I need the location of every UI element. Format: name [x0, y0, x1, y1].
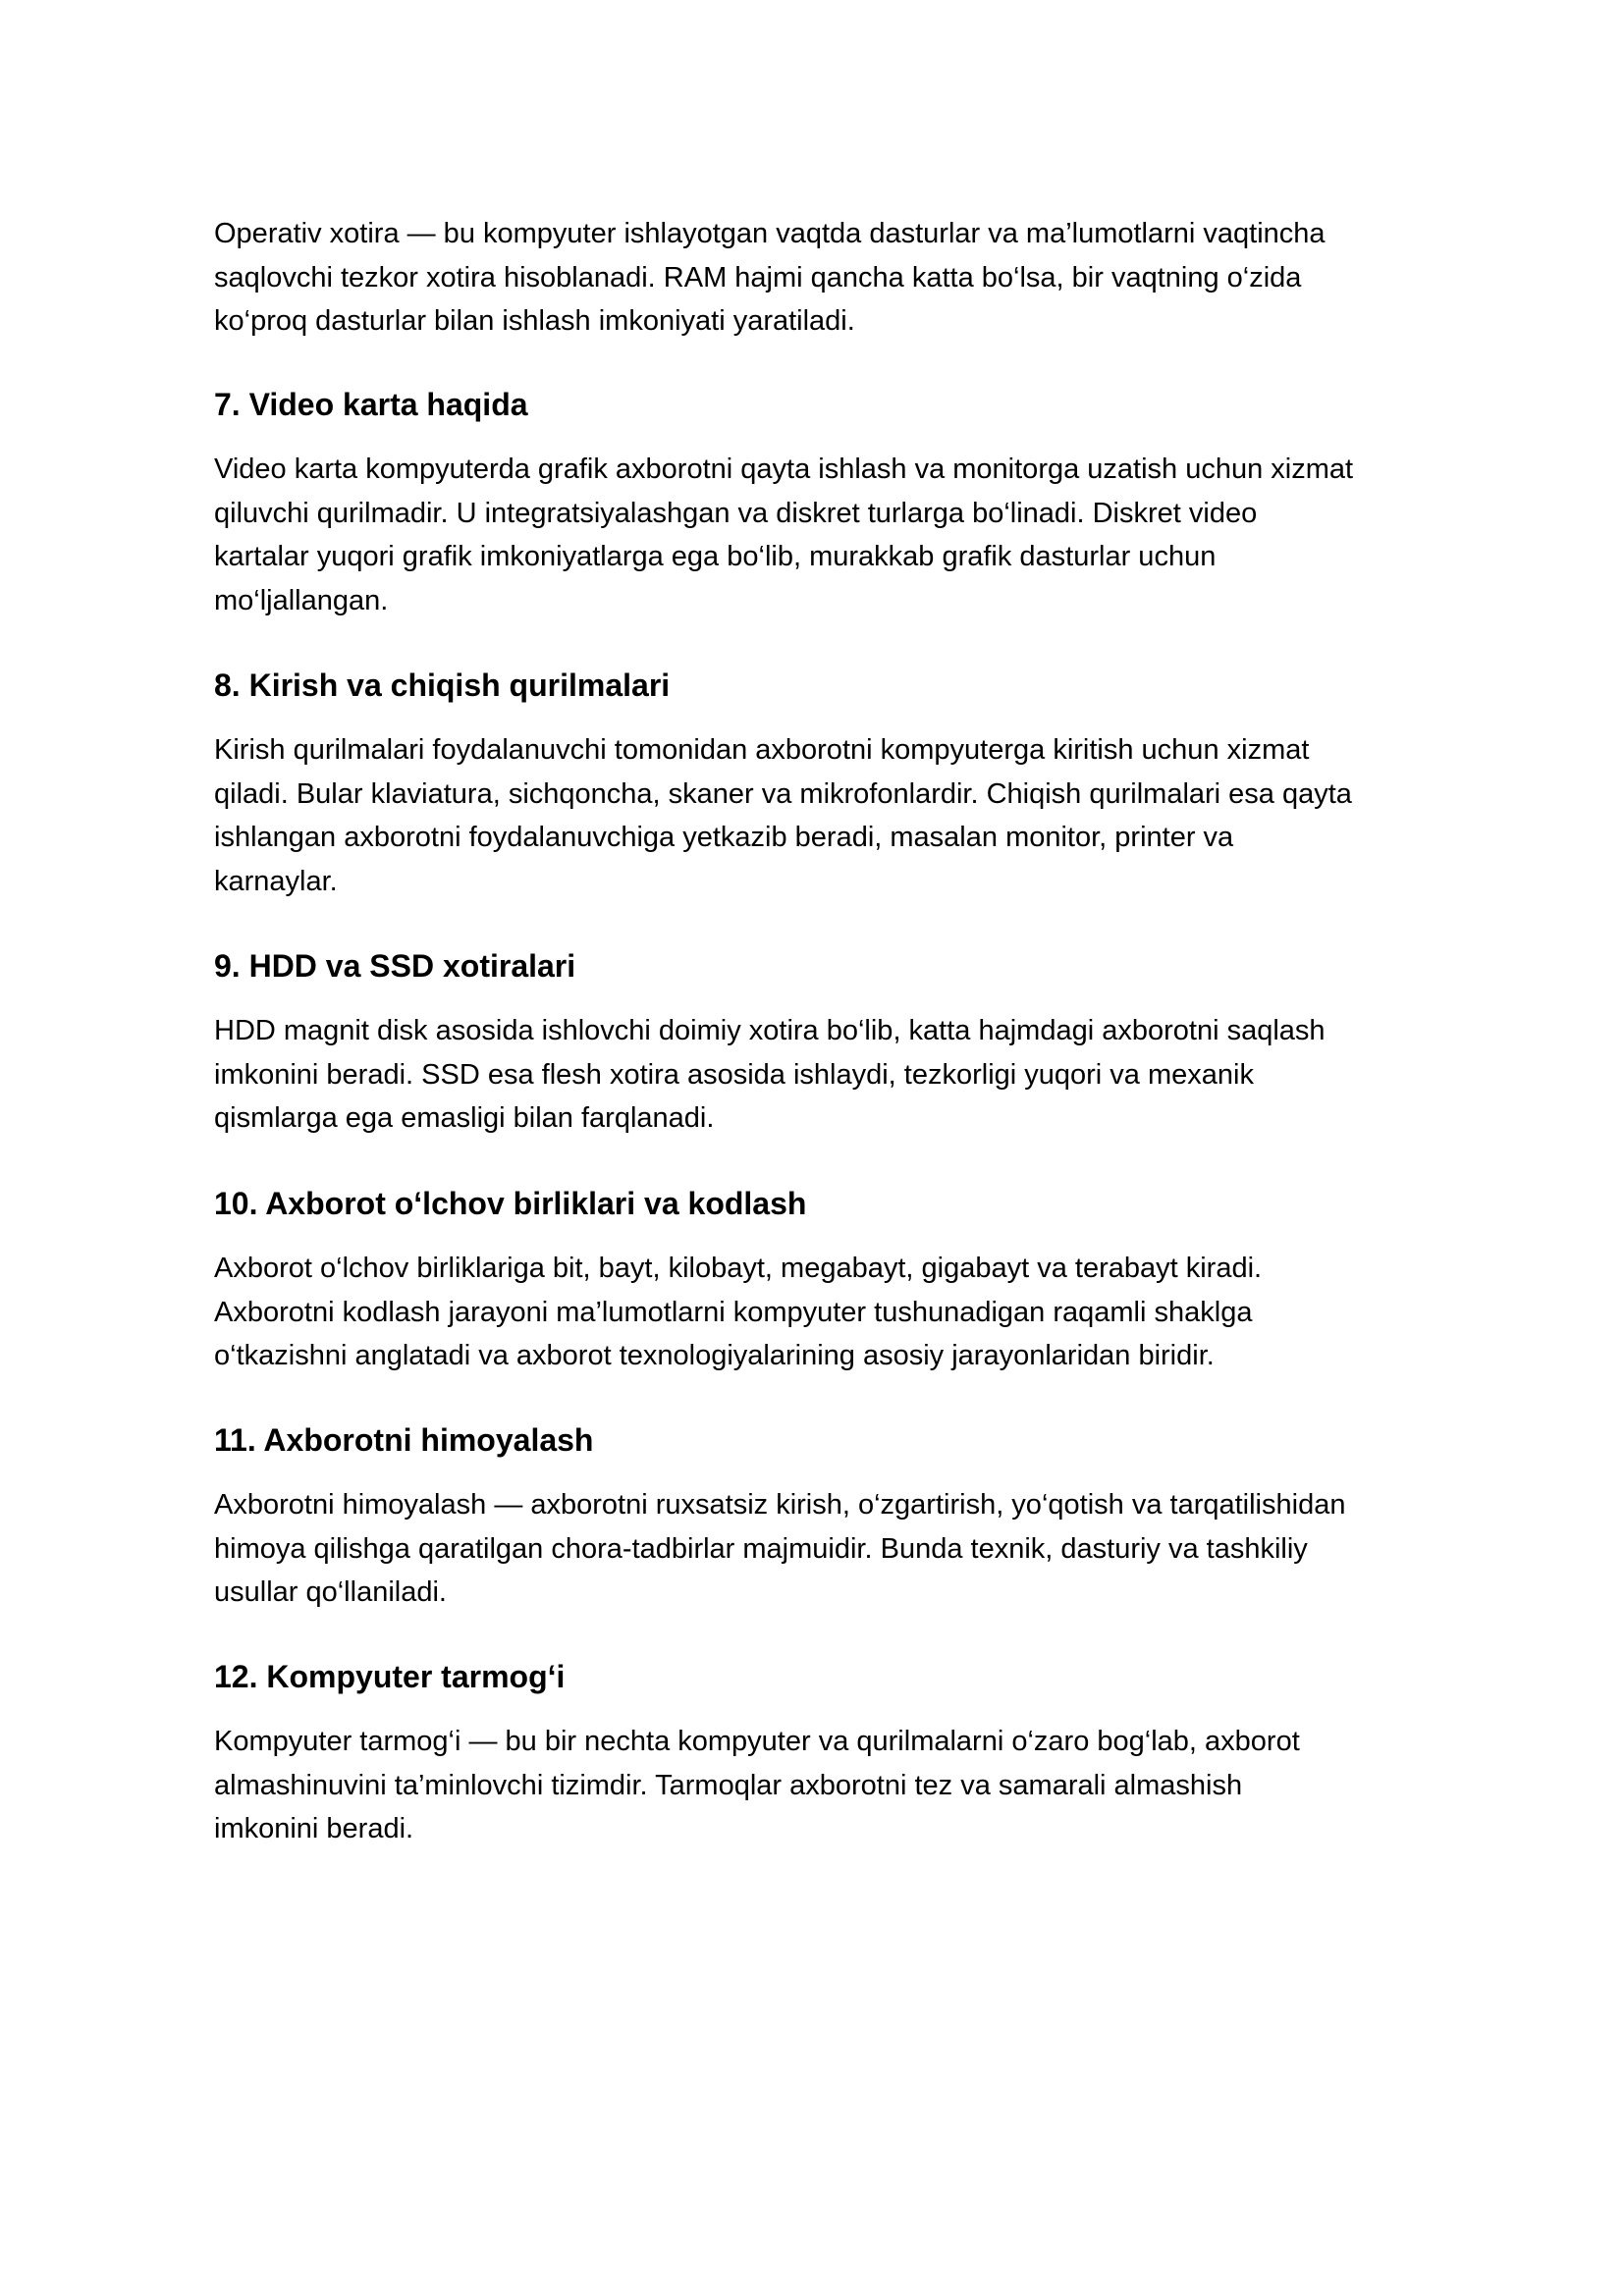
section-computer-network	[214, 1657, 1432, 1851]
section-paragraph: Kirish qurilmalari foydalanuvchi tomonidan axborotni kompyuterga kiritish uchun xizmat qiladi. Bular klaviatura, sichqoncha, skaner va mikrofonlardir. Chiqish qurilmalari esa qayta ishlangan axborotni foydalanuvchiga yetkazib beradi, masalan monitor, printer va karnaylar.	[214, 734, 1352, 897]
section-io-devices	[214, 666, 1432, 903]
section-paragraph: Axborot o‘lchov birliklariga bit, bayt, kilobayt, megabayt, gigabayt va terabayt kiradi. Axborotni kodlash jarayoni ma’lumotlarni kompyuter tushunadigan raqamli shaklga o‘tkazishni anglatadi va axborot texnologiyalarining asosiy jarayonlaridan biridir.	[214, 1253, 1263, 1371]
section-paragraph: Kompyuter tarmog‘i — bu bir nechta kompyuter va qurilmalarni o‘zaro bog‘lab, axborot almashinuvini ta’minlovchi tizimdir. Tarmoqlar axborotni tez va samarali almashish imkonini beradi.	[214, 1726, 1300, 1844]
section-units-encoding	[214, 1184, 1432, 1378]
section-info-protection	[214, 1420, 1432, 1615]
section-heading: 11. Axborotni himoyalash	[214, 1422, 594, 1458]
section-hdd-ssd	[214, 946, 1432, 1141]
section-paragraph: Video karta kompyuterda grafik axborotni qayta ishlash va monitorga uzatish uchun xizmat qiluvchi qurilmadir. U integratsiyalashgan va diskret turlarga bo‘linadi. Diskret video kartalar yuqori grafik imkoniyatlarga ega bo‘lib, murakkab grafik dasturlar uchun mo‘ljallangan.	[214, 454, 1354, 616]
intro-paragraph: Operativ xotira — bu kompyuter ishlayotgan vaqtda dasturlar va ma’lumotlarni vaqtincha saqlovchi tezkor xotira hisoblanadi. RAM hajmi qancha katta bo‘lsa, bir vaqtning o‘zida ko‘proq dasturlar bilan ishlash imkoniyati yaratiladi.	[214, 218, 1326, 337]
section-heading: 12. Kompyuter tarmog‘i	[214, 1659, 566, 1694]
section-video-card	[214, 385, 1432, 622]
intro-section	[214, 212, 1432, 344]
section-heading: 8. Kirish va chiqish qurilmalari	[214, 667, 671, 703]
section-heading: 10. Axborot o‘lchov birliklari va kodlash	[214, 1186, 807, 1221]
section-paragraph: HDD magnit disk asosida ishlovchi doimiy xotira bo‘lib, katta hajmdagi axborotni saqlash imkonini beradi. SSD esa flesh xotira asosida ishlaydi, tezkorligi yuqori va mexanik qismlarga ega emasligi bilan farqlanadi.	[214, 1015, 1326, 1134]
section-heading: 9. HDD va SSD xotiralari	[214, 948, 576, 984]
section-paragraph: Axborotni himoyalash — axborotni ruxsatsiz kirish, o‘zgartirish, yo‘qotish va tarqatilishidan himoya qilishga qaratilgan chora-tadbirlar majmuidir. Bunda texnik, dasturiy va tashkiliy usullar qo‘llaniladi.	[214, 1489, 1346, 1608]
section-heading: 7. Video karta haqida	[214, 387, 528, 422]
